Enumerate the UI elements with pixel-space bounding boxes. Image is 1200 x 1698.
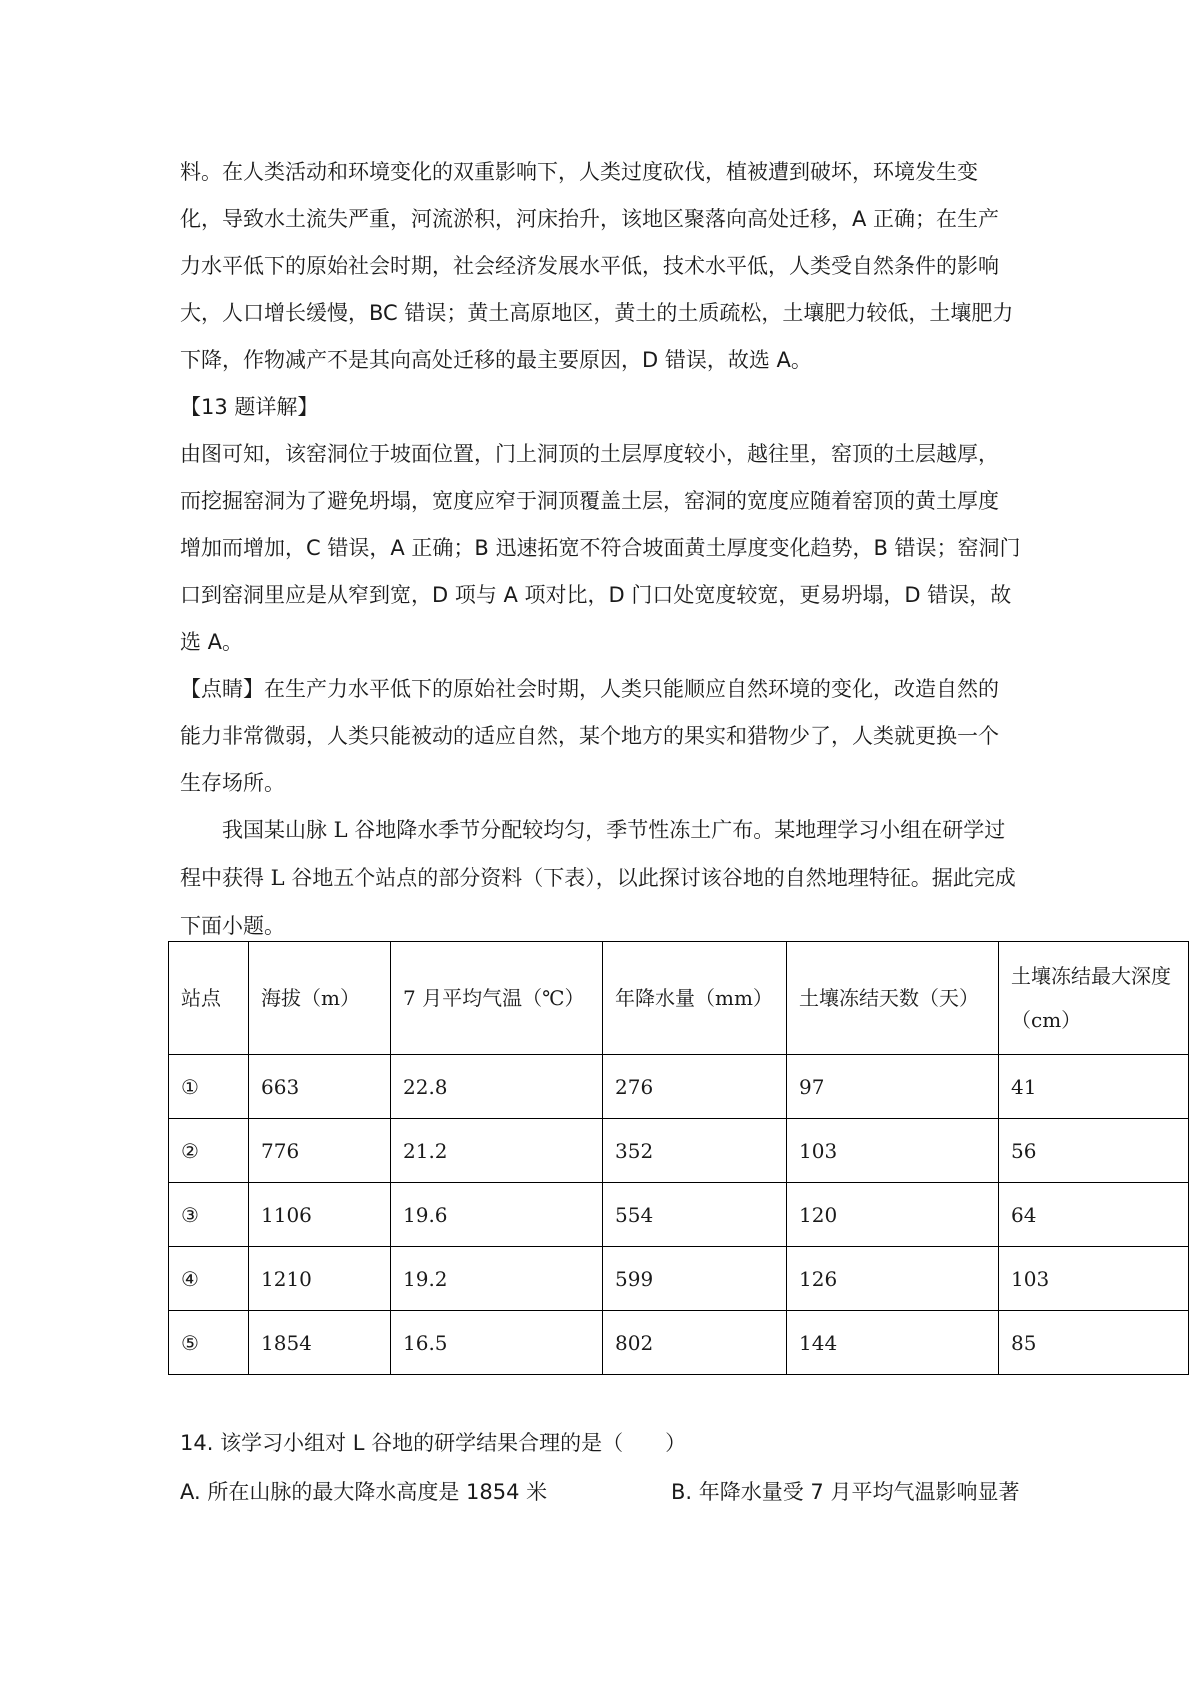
header-frozen-depth: 土壤冻结最大深度（cm） [999, 942, 1189, 1055]
table-cell: 776 [249, 1119, 391, 1183]
text-line: 口到窑洞里应是从窄到宽，D 项与 A 项对比，D 门口处宽度较宽，更易坍塌，D 错误，故 [180, 583, 1012, 607]
text-line: 力水平低下的原始社会时期，社会经济发展水平低，技术水平低，人类受自然条件的影响 [180, 254, 999, 278]
text-line: 增加而增加，C 错误，A 正确；B 迅速拓宽不符合坡面黄土厚度变化趋势，B 错误；窑洞门 [180, 536, 1021, 560]
question-14-stem: 14. 该学习小组对 L 谷地的研学结果合理的是（ ） [180, 1431, 687, 1455]
table-cell: 663 [249, 1055, 391, 1119]
table-cell: ④ [169, 1247, 249, 1311]
section-heading-13 [180, 384, 1020, 431]
explanation-paragraph-13 [180, 431, 1020, 666]
table-cell: 802 [603, 1311, 787, 1375]
text-line: 选 A。 [180, 630, 244, 654]
text-line: 由图可知，该窑洞位于坡面位置，门上洞顶的土层厚度较小，越往里，窑顶的土层越厚， [180, 442, 999, 466]
header-july-temp: 7 月平均气温（℃） [391, 942, 603, 1055]
table-cell: 16.5 [391, 1311, 603, 1375]
header-station: 站点 [169, 942, 249, 1055]
table-cell: 19.6 [391, 1183, 603, 1247]
table-cell: 1854 [249, 1311, 391, 1375]
text-line: 下降，作物减产不是其向高处迁移的最主要原因，D 错误，故选 A。 [180, 348, 812, 372]
text-line: 下面小题。 [180, 914, 285, 938]
text-line: 我国某山脉 L 谷地降水季节分配较均匀，季节性冻土广布。某地理学习小组在研学过 [222, 818, 1006, 842]
tip-paragraph [180, 666, 1020, 807]
text-line: 而挖掘窑洞为了避免坍塌，宽度应窄于洞顶覆盖土层，窑洞的宽度应随着窑顶的黄土厚度 [180, 489, 999, 513]
table-cell: 56 [999, 1119, 1189, 1183]
table-cell: 22.8 [391, 1055, 603, 1119]
question-intro [180, 806, 1020, 950]
table-row [169, 1247, 1189, 1311]
table-cell: 554 [603, 1183, 787, 1247]
table-row [169, 1183, 1189, 1247]
text-line: 大，人口增长缓慢，BC 错误；黄土高原地区，黄土的土质疏松，土壤肥力较低，土壤肥力 [180, 301, 1014, 325]
table-cell: 85 [999, 1311, 1189, 1375]
table-cell: 97 [787, 1055, 999, 1119]
table-cell: 19.2 [391, 1247, 603, 1311]
header-elevation: 海拔（m） [249, 942, 391, 1055]
table-row [169, 1055, 1189, 1119]
table-cell: 276 [603, 1055, 787, 1119]
option-b[interactable]: B. 年降水量受 7 月平均气温影响显著 [671, 1480, 1020, 1504]
table-cell: 1210 [249, 1247, 391, 1311]
table-cell: 352 [603, 1119, 787, 1183]
text-line: 能力非常微弱，人类只能被动的适应自然，某个地方的果实和猎物少了，人类就更换一个 [180, 724, 999, 748]
text-line: 生存场所。 [180, 771, 285, 795]
table-row [169, 1119, 1189, 1183]
table-header-row [169, 942, 1189, 1055]
table-cell: 144 [787, 1311, 999, 1375]
station-data-table [168, 941, 1189, 1375]
text-line: 程中获得 L 谷地五个站点的部分资料（下表），以此探讨该谷地的自然地理特征。据此完成 [180, 866, 1016, 890]
header-precipitation: 年降水量（mm） [603, 942, 787, 1055]
table-cell: ② [169, 1119, 249, 1183]
text-line: 【点睛】在生产力水平低下的原始社会时期，人类只能顺应自然环境的变化，改造自然的 [180, 677, 999, 701]
text-line: 料。在人类活动和环境变化的双重影响下，人类过度砍伐，植被遭到破坏，环境发生变 [180, 160, 978, 184]
table-cell: 41 [999, 1055, 1189, 1119]
table-cell: 103 [787, 1119, 999, 1183]
explanation-paragraph-12 [180, 149, 1020, 384]
table-cell: 120 [787, 1183, 999, 1247]
table-cell: 64 [999, 1183, 1189, 1247]
table-cell: ① [169, 1055, 249, 1119]
table-cell: 103 [999, 1247, 1189, 1311]
table-cell: 126 [787, 1247, 999, 1311]
table-cell: ③ [169, 1183, 249, 1247]
header-frozen-days: 土壤冻结天数（天） [787, 942, 999, 1055]
table-cell: 21.2 [391, 1119, 603, 1183]
option-a[interactable]: A. 所在山脉的最大降水高度是 1854 米 [180, 1480, 548, 1504]
table-cell: 1106 [249, 1183, 391, 1247]
heading-text: 【13 题详解】 [180, 395, 319, 419]
table-cell: 599 [603, 1247, 787, 1311]
table-cell: ⑤ [169, 1311, 249, 1375]
text-line: 化，导致水土流失严重，河流淤积，河床抬升，该地区聚落向高处迁移，A 正确；在生产 [180, 207, 1000, 231]
table-row [169, 1311, 1189, 1375]
